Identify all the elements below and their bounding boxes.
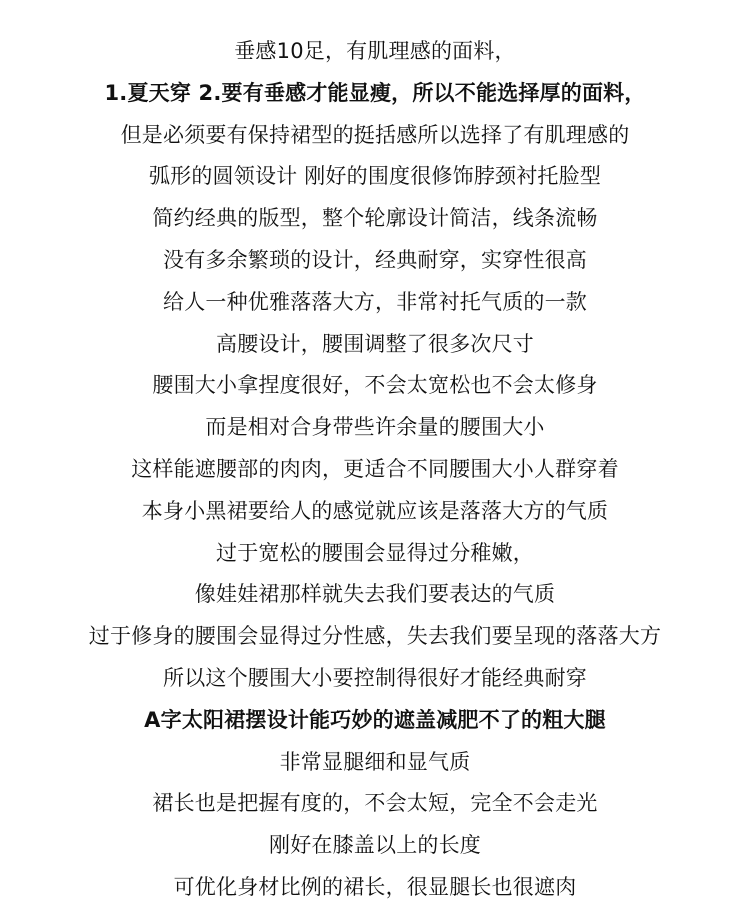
text-line-3: 但是必须要有保持裙型的挺括感所以选择了有肌理感的 [120, 122, 630, 147]
text-line-12: 本身小黑裙要给人的感觉就应该是落落大方的气质 [141, 498, 609, 523]
text-line-11: 这样能遮腰部的肉肉，更适合不同腰围大小人群穿着 [131, 456, 619, 481]
text-line-5: 简约经典的版型，整个轮廓设计简洁，线条流畅 [152, 206, 598, 231]
text-line-2: 1.夏天穿 2.要有垂感才能显瘦，所以不能选择厚的面料， [104, 80, 646, 105]
text-line-8: 高腰设计，腰围调整了很多次尺寸 [216, 331, 534, 356]
text-line-13: 过于宽松的腰围会显得过分稚嫩， [216, 540, 534, 565]
text-line-16: 所以这个腰围大小要控制得很好才能经典耐穿 [163, 665, 587, 690]
text-line-7: 给人一种优雅落落大方，非常衬托气质的一款 [163, 289, 587, 314]
text-line-18: 非常显腿细和显气质 [279, 749, 471, 774]
text-line-6: 没有多余繁琐的设计，经典耐穿，实穿性很高 [163, 247, 587, 272]
text-line-4: 弧形的圆领设计 刚好的围度很修饰脖颈衬托脸型 [148, 164, 602, 189]
text-line-15: 过于修身的腰围会显得过分性感，失去我们要呈现的落落大方 [88, 624, 662, 649]
text-line-20: 刚好在膝盖以上的长度 [269, 833, 481, 858]
text-line-14: 像娃娃裙那样就失去我们要表达的气质 [194, 582, 556, 607]
text-line-19: 裙长也是把握有度的，不会太短，完全不会走光 [152, 791, 598, 816]
text-line-21: 可优化身材比例的裙长，很显腿长也很遮肉 [173, 874, 577, 899]
text-line-1: 垂感10足，有肌理感的面料， [234, 39, 516, 63]
text-line-17: A字太阳裙摆设计能巧妙的遮盖减肥不了的粗大腿 [144, 707, 606, 732]
text-line-10: 而是相对合身带些许余量的腰围大小 [205, 415, 545, 440]
text-line-9: 腰围大小拿捏度很好，不会太宽松也不会太修身 [152, 373, 598, 398]
